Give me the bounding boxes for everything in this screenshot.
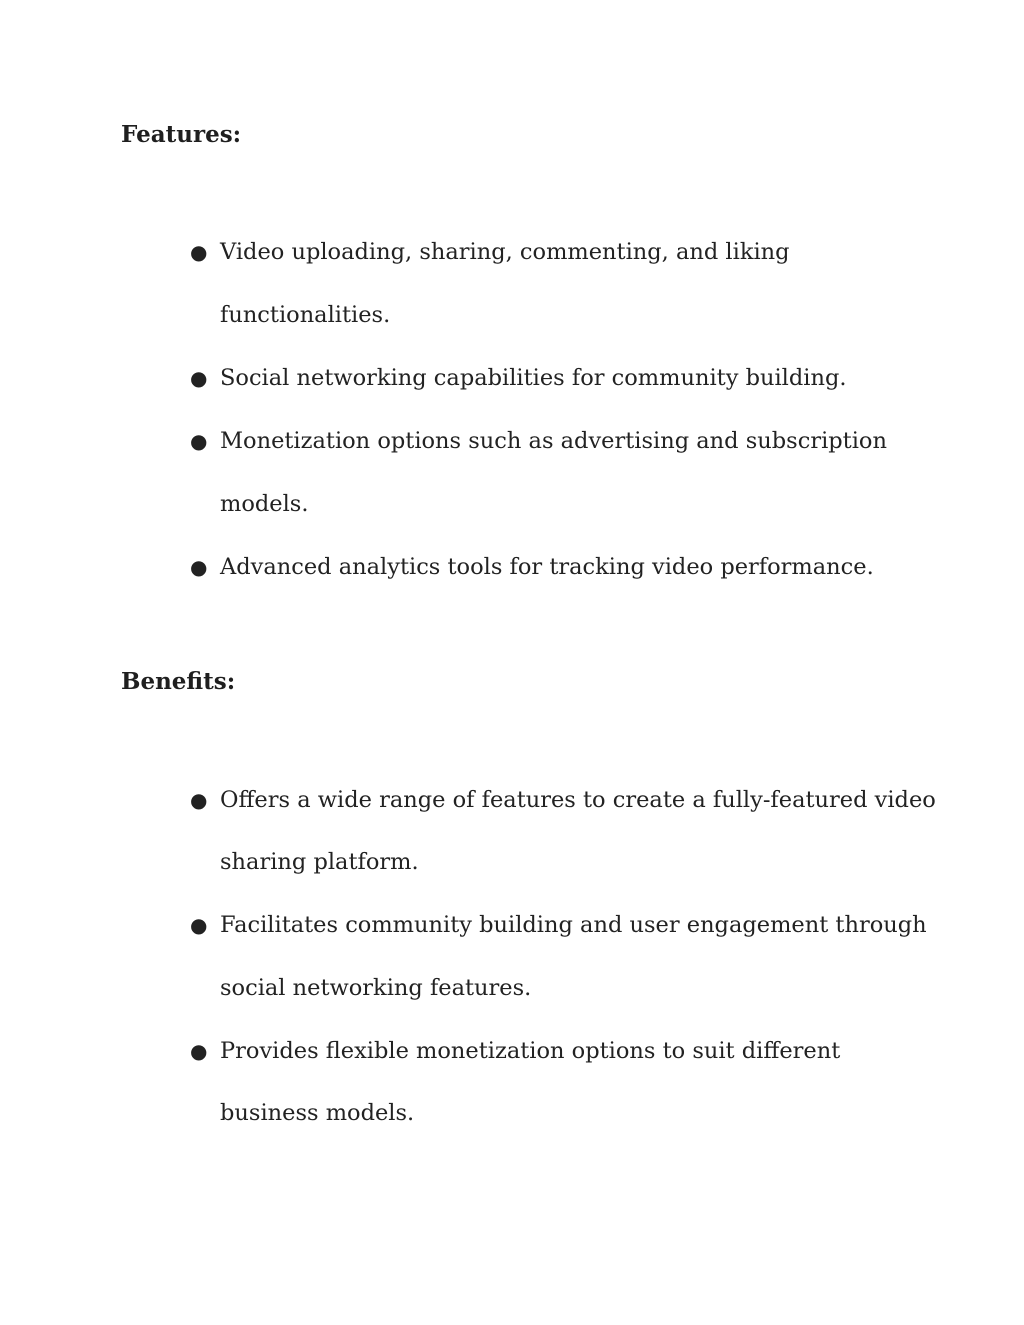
list-item-text-continued: models. [220, 491, 309, 517]
benefits-heading: Benefits: [121, 668, 236, 695]
list-item-text: Provides flexible monetization options to suit different [220, 1038, 841, 1064]
list-item-text: Social networking capabilities for community building. [220, 365, 847, 391]
list-item-text: Facilitates community building and user engagement through [220, 912, 927, 938]
bullet-icon: ● [190, 366, 208, 390]
bullet-icon: ● [190, 555, 208, 579]
bullet-icon: ● [190, 429, 208, 453]
list-item-text-continued: functionalities. [220, 302, 391, 328]
list-item-text-continued: business models. [220, 1100, 415, 1126]
features-heading: Features: [121, 121, 242, 148]
bullet-icon: ● [190, 1039, 208, 1063]
list-item-text: Advanced analytics tools for tracking video performance. [220, 554, 874, 580]
list-item-text: Offers a wide range of features to create a fully-featured video [220, 787, 936, 813]
bullet-icon: ● [190, 913, 208, 937]
bullet-icon: ● [190, 240, 208, 264]
bullet-icon: ● [190, 788, 208, 812]
list-item-text: Monetization options such as advertising and subscription [220, 428, 887, 454]
list-item-text: Video uploading, sharing, commenting, and liking [220, 239, 790, 265]
list-item-text-continued: sharing platform. [220, 849, 419, 875]
list-item-text-continued: social networking features. [220, 975, 532, 1001]
